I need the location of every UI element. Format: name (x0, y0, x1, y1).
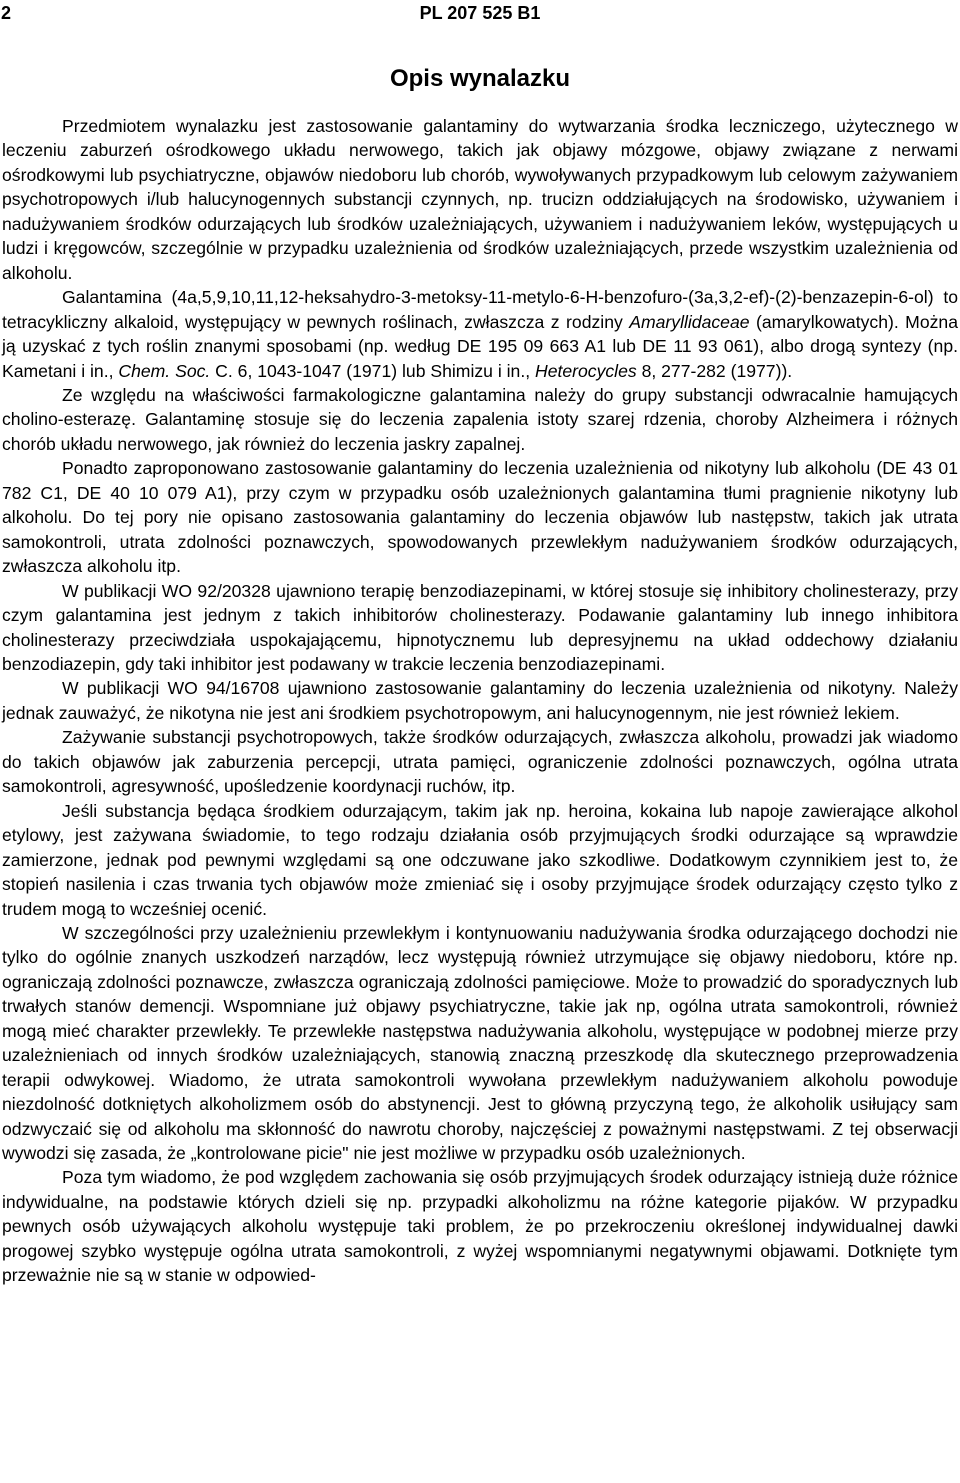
patent-number: PL 207 525 B1 (419, 3, 541, 23)
paragraph: Ze względu na właściwości farmakologiczne galantamina należy do grupy substancji odwracalnie hamujących cholino-esterazę. Galantaminę stosuje się do leczenia zapalenia istoty szarej rdzenia, choroby Alzheimera i różnych chorób układu nerwowego, jak również do leczenia jaskry zapalnej. (2, 384, 958, 454)
text-run: Galantamina (4a,5,9,10,11,12-heksahydro-3-metoksy-11-metylo-6-H-benzofuro-(3a,3,2-ef)-(2)-benzazepin-6-ol) to tetracykliczny alkaloid, występujący w pewnych roślinach, zwłaszcza z rodziny (2, 287, 958, 332)
text-run: 8, 277-282 (1977)). (636, 360, 793, 381)
paragraph: Przedmiotem wynalazku jest zastosowanie galantaminy do wytwarzania środka leczniczego, użytecznego w leczeniu zaburzeń ośrodkowego układu nerwowego, takich jak objawy mózgowe, objawy związane z nerwami ośrodkowymi lub psychiatryczne, objawów niedoboru lub chorób, wywoływanych przypadkowym lub celowym zażywaniem psychotropowych i/lub halucynogennych substancji czynnych, np. trucizn oddziałujących na środowisko, używaniem i nadużywaniem środków odurzających lub środków uzależniających, używaniem i nadużywaniem leków, występujących u ludzi i kręgowców, szczególnie w przypadku uzależnienia od środków uzależniających, przede wszystkim uzależnienia od alkoholu. (2, 116, 958, 283)
italic-family-name: Amaryllidaceae (629, 311, 750, 332)
text-run: (amarylkowatych). Można ją uzyskać z tych roślin znanymi sposobami (np. według DE 195 09 663 A1 lub DE 11 93 061), albo drogą syntezy (np. Kametani i in., (2, 311, 958, 381)
italic-journal-name: Heterocycles (534, 360, 637, 381)
document-body (2, 114, 958, 1288)
paragraph: Ponadto zaproponowano zastosowanie galantaminy do leczenia uzależnienia od nikotyny lub alkoholu (DE 43 01 782 C1, DE 40 10 079 A1), przy czym w przypadku osób uzależnionych galantamina tłumi pragnienie nikotyny lub alkoholu. Do tej pory nie opisano zastosowania galantaminy do leczenia objawów lub następstw, takich jak utrata samokontroli, utrata zdolności poznawczych, spowodowanych przewlekłym nadużywaniem środków odurzających, zwłaszcza alkoholu itp. (2, 458, 958, 577)
text-run: C. 6, 1043-1047 (1971) lub Shimizu i in., (210, 360, 535, 381)
page-header (0, 2, 960, 24)
paragraph: W szczególności przy uzależnieniu przewlekłym i kontynuowaniu nadużywania środka odurzającego dochodzi nie tylko do ogólnie znanych uszkodzeń narządów, lecz występują również utrzymujące się objawy niedoboru, które np. ograniczają zdolności poznawcze, zwłaszcza ograniczają zdolności pamięciowe. Może to prowadzić do sporadycznych lub trwałych stanów demencji. Wspomniane już objawy psychiatryczne, takie jak np, ogólna utrata samokontroli, również mogą mieć charakter przewlekły. Te przewlekłe następstwa nadużywania alkoholu, występujące w podobnej mierze przy uzależnieniach od innych środków uzależniających, stanowią znaczną przeszkodę dla skutecznego przeprowadzenia terapii odwykowej. Wiadomo, że utrata samokontroli wywołana przewlekłym nadużywaniem alkoholu powoduje niezdolność dotkniętych alkoholizmem osób do abstynencji. Jest to główną przyczyną tego, że alkoholik usiłujący sam odzwyczaić się od alkoholu ma skłonność do nawrotu choroby, najczęściej z poważnymi następstwami. Z tej obserwacji wywodzi się zasada, że „kontrolowane picie" nie jest możliwe w przypadku osób uzależnionych. (2, 922, 958, 1164)
paragraph: Jeśli substancja będąca środkiem odurzającym, takim jak np. heroina, kokaina lub napoje zawierające alkohol etylowy, jest zażywana świadomie, to tego rodzaju działania osób przyjmujących środki odurzające są wprawdzie zamierzone, jednak pod pewnymi względami są one odczuwane jako szkodliwe. Dodatkowym czynnikiem jest to, że stopień nasilenia i czas trwania tych objawów może zmieniać się i osoby przyjmujące środek odurzający często tylko z trudem mogą to wcześniej ocenić. (2, 800, 958, 919)
paragraph: W publikacji WO 92/20328 ujawniono terapię benzodiazepinami, w której stosuje się inhibitory cholinesterazy, przy czym galantamina jest jednym z takich inhibitorów cholinesterazy. Podawanie galantaminy lub innego inhibitora cholinesterazy przeciwdziała uspokajającemu, hipnotycznemu lub depresyjnemu na układ oddechowy działaniu benzodiazepin, gdy taki inhibitor jest podawany w trakcie leczenia benzodiazepinami. (2, 580, 958, 674)
section-title: Opis wynalazku (389, 65, 571, 92)
page-number: 2 (1, 3, 12, 23)
paragraph: Zażywanie substancji psychotropowych, także środków odurzających, zwłaszcza alkoholu, prowadzi jak wiadomo do takich objawów jak zaburzenia percepcji, utrata pamięci, ograniczenie zdolności poznawczych, ogólna utrata samokontroli, agresywność, upośledzenie koordynacji ruchów, itp. (2, 727, 958, 797)
paragraph: Poza tym wiadomo, że pod względem zachowania się osób przyjmujących środek odurzający istnieją duże różnice indywidualne, na podstawie których dzieli się np. przypadki alkoholizmu na różne kategorie pijaków. W przypadku pewnych osób używających alkoholu występuje taki problem, że po przekroczeniu określonej indywidualnej dawki progowej szybko występuje ogólna utrata samokontroli, z wyżej wspomnianymi negatywnymi objawami. Dotknięte tym przeważnie nie są w stanie w odpowied- (2, 1167, 958, 1286)
italic-journal-name: Chem. Soc. (118, 360, 211, 381)
paragraph (2, 285, 958, 383)
paragraph: W publikacji WO 94/16708 ujawniono zastosowanie galantaminy do leczenia uzależnienia od nikotyny. Należy jednak zauważyć, że nikotyna nie jest ani środkiem psychotropowym, ani halucynogennym, nie jest również lekiem. (2, 678, 958, 723)
